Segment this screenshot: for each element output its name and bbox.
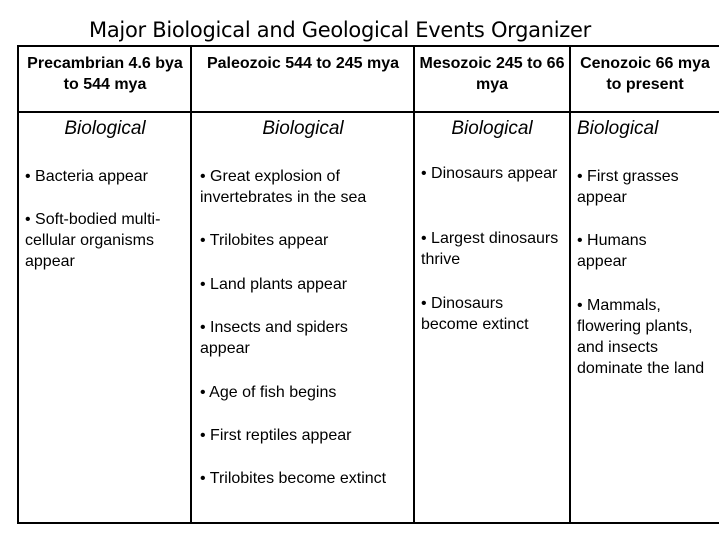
column-divider-3 [569, 45, 571, 524]
list-item: • Insects and spiders appear [200, 319, 348, 357]
column-divider-2 [413, 45, 415, 524]
list-item: • Humans appear [577, 232, 647, 270]
column-header: Cenozoic 66 mya to present [580, 55, 710, 93]
list-item: • Dinosaurs appear [421, 165, 558, 182]
table-border-bottom [17, 522, 719, 524]
column-subheader: Biological [64, 118, 146, 139]
column-divider-1 [190, 45, 192, 524]
list-item: • Mammals, flowering plants, and insects dominate the land [577, 297, 705, 377]
table-border-top [17, 45, 719, 47]
list-item: • Trilobites become extinct [200, 470, 387, 487]
column-subheader: Biological [577, 118, 659, 139]
list-item: • Bacteria appear [25, 168, 149, 185]
table-border-left [17, 45, 19, 524]
column-header: Precambrian 4.6 bya to 544 mya [27, 55, 183, 93]
column-subheader: Biological [451, 118, 533, 139]
list-item: • Land plants appear [200, 276, 348, 293]
table-border-header-bottom [17, 111, 719, 113]
list-item: • Soft-bodied multi-cellular organisms appear [25, 211, 161, 270]
column-header: Mesozoic 245 to 66 mya [419, 55, 565, 93]
list-item: • Dinosaurs become extinct [421, 295, 529, 333]
list-item: • Trilobites appear [200, 232, 329, 249]
column-header: Paleozoic 544 to 245 mya [206, 55, 400, 72]
list-item: • Largest dinosaurs thrive [421, 230, 559, 268]
list-item: • Great explosion of invertebrates in the sea [200, 168, 367, 206]
page-title: Major Biological and Geological Events Organizer [89, 18, 591, 42]
list-item: • First reptiles appear [200, 427, 352, 444]
column-subheader: Biological [262, 118, 344, 139]
list-item: • Age of fish begins [200, 384, 337, 401]
list-item: • First grasses appear [577, 168, 679, 206]
